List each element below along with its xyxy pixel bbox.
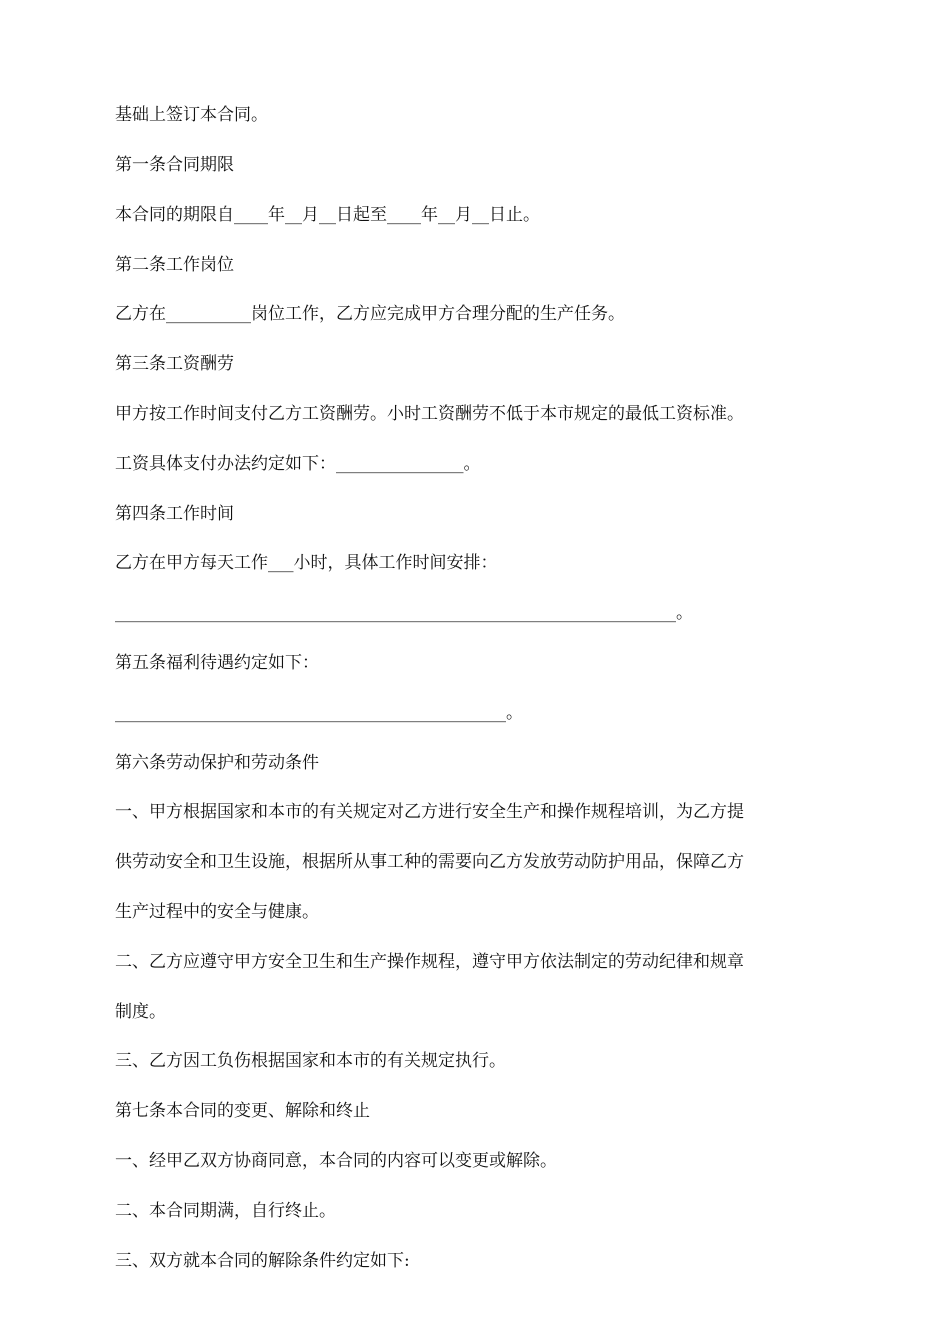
article-5-benefits-blank: ______________________________________________。: [115, 703, 523, 723]
article-5-heading: 第五条福利待遇约定如下：: [115, 653, 319, 673]
article-1-heading: 第一条合同期限: [115, 155, 234, 175]
article-6-clause-2-line-1: 二、乙方应遵守甲方安全卫生和生产操作规程，遵守甲方依法制定的劳动纪律和规章: [115, 952, 744, 972]
article-1-term-text: 本合同的期限自____年__月__日起至____年__月__日止。: [115, 205, 540, 225]
article-6-clause-1-line-2: 供劳动安全和卫生设施，根据所从事工种的需要向乙方发放劳动防护用品，保障乙方: [115, 852, 744, 872]
article-3-wage-text: 甲方按工作时间支付乙方工资酬劳。小时工资酬劳不低于本市规定的最低工资标准。: [115, 404, 744, 424]
article-4-heading: 第四条工作时间: [115, 504, 234, 524]
article-7-heading: 第七条本合同的变更、解除和终止: [115, 1101, 370, 1121]
article-4-hours-text: 乙方在甲方每天工作___小时，具体工作时间安排：: [115, 553, 498, 573]
article-2-heading: 第二条工作岗位: [115, 255, 234, 275]
article-2-position-text: 乙方在__________岗位工作，乙方应完成甲方合理分配的生产任务。: [115, 304, 625, 324]
text-line-preamble-end: 基础上签订本合同。: [115, 105, 268, 125]
article-6-clause-2-line-2: 制度。: [115, 1002, 166, 1022]
article-7-clause-3: 三、双方就本合同的解除条件约定如下:: [115, 1251, 410, 1271]
article-6-heading: 第六条劳动保护和劳动条件: [115, 753, 319, 773]
article-3-payment-method: 工资具体支付办法约定如下：_______________。: [115, 454, 481, 474]
article-7-clause-2: 二、本合同期满，自行终止。: [115, 1201, 336, 1221]
article-6-clause-3: 三、乙方因工负伤根据国家和本市的有关规定执行。: [115, 1051, 506, 1071]
article-6-clause-1-line-3: 生产过程中的安全与健康。: [115, 902, 319, 922]
article-7-clause-1: 一、经甲乙双方协商同意，本合同的内容可以变更或解除。: [115, 1151, 557, 1171]
article-3-heading: 第三条工资酬劳: [115, 354, 234, 374]
article-4-schedule-blank: __________________________________________________________________。: [115, 603, 693, 623]
article-6-clause-1-line-1: 一、甲方根据国家和本市的有关规定对乙方进行安全生产和操作规程培训，为乙方提: [115, 802, 744, 822]
